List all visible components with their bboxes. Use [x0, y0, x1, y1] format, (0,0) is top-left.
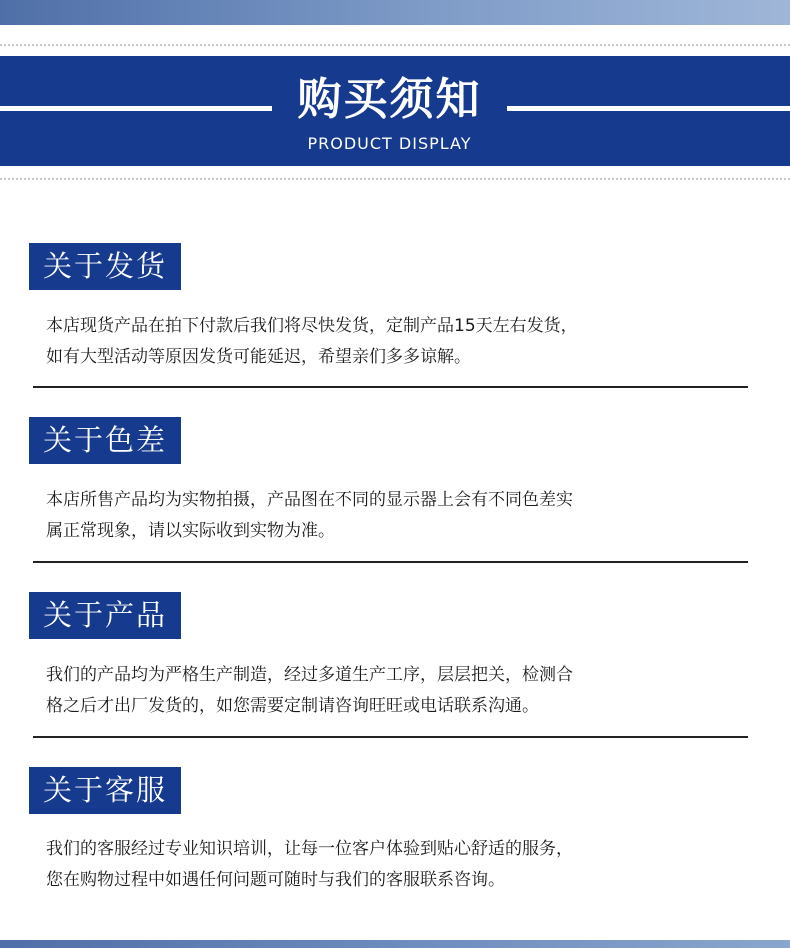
text-line: 如有大型活动等原因发货可能延迟，希望亲们多多谅解。: [46, 347, 471, 367]
section-text-shipping: [46, 311, 756, 373]
dotted-divider-bottom: [0, 178, 790, 180]
banner-line-right: [507, 106, 790, 111]
page-title: 购买须知: [297, 74, 482, 125]
header-banner: [0, 56, 790, 166]
text-line: 属正常现象，请以实际收到实物为准。: [46, 521, 335, 541]
text-line: 本店现货产品在拍下付款后我们将尽快发货，定制产品15天左右发货，: [46, 316, 578, 336]
section-divider: [33, 561, 748, 563]
page-subtitle: PRODUCT DISPLAY: [307, 134, 472, 153]
banner-line-left: [0, 106, 272, 111]
bottom-decorative-strip: [0, 940, 790, 948]
text-line: 本店所售产品均为实物拍摄，产品图在不同的显示器上会有不同色差实: [46, 490, 573, 510]
text-line: 我们的产品均为严格生产制造，经过多道生产工序，层层把关，检测合: [46, 665, 573, 685]
section-label-products: 关于产品: [29, 592, 181, 639]
section-label-color-difference: 关于色差: [29, 417, 181, 464]
section-divider: [33, 386, 748, 388]
section-label-shipping: 关于发货: [29, 243, 181, 290]
text-line: 格之后才出厂发货的，如您需要定制请咨询旺旺或电话联系沟通。: [46, 696, 539, 716]
section-text-customer-service: [46, 834, 756, 896]
dotted-divider-top: [0, 44, 790, 46]
text-line: 我们的客服经过专业知识培训，让每一位客户体验到贴心舒适的服务，: [46, 839, 573, 859]
text-line: 您在购物过程中如遇任何问题可随时与我们的客服联系咨询。: [46, 870, 505, 890]
section-text-color-difference: [46, 485, 756, 547]
section-divider: [33, 736, 748, 738]
top-decorative-strip: [0, 0, 790, 25]
section-text-products: [46, 660, 756, 722]
section-label-customer-service: 关于客服: [29, 767, 181, 814]
